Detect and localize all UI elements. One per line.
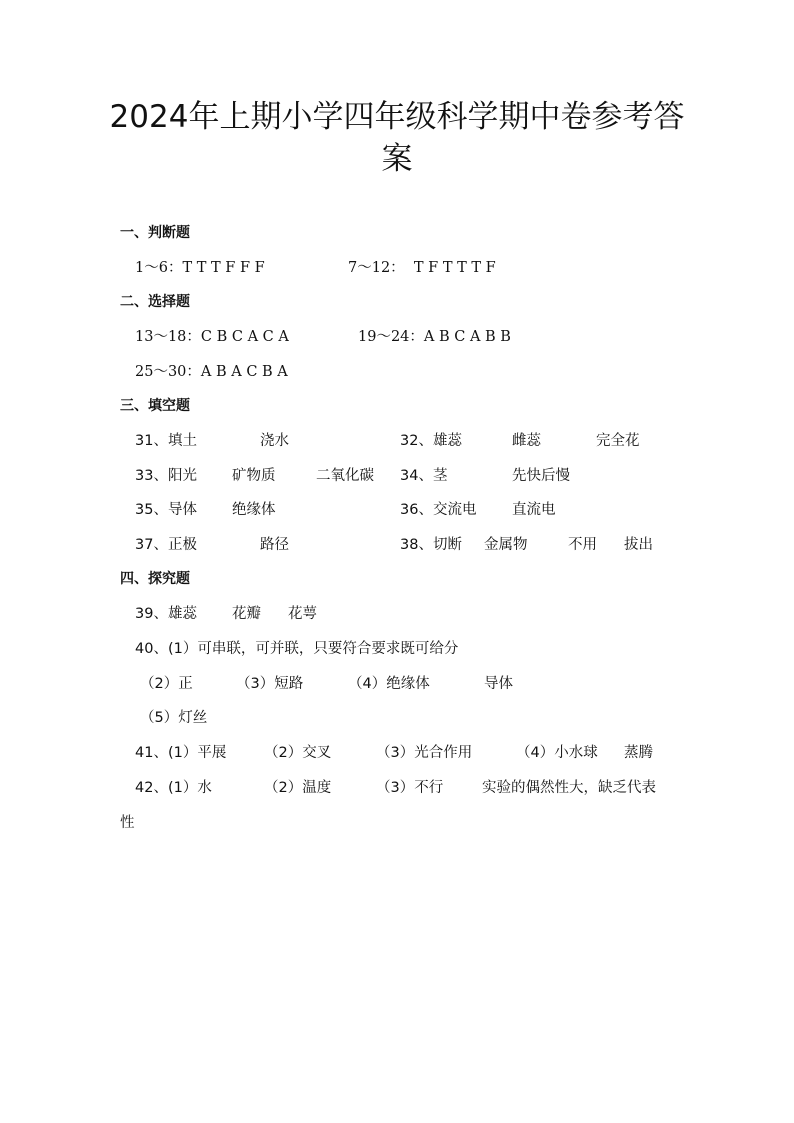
answer-32-c: 完全花 bbox=[596, 433, 640, 449]
answer-42-1: 42、(1）水 bbox=[135, 780, 212, 796]
answer-38-b: 金属物 bbox=[484, 537, 528, 553]
answer-42-3c: 性 bbox=[120, 815, 135, 831]
answer-42-3: （3）不行 bbox=[376, 780, 444, 796]
answer-37-a: 37、正极 bbox=[135, 537, 197, 553]
answer-35-b: 绝缘体 bbox=[232, 502, 276, 518]
answer-33-a: 33、阳光 bbox=[135, 468, 197, 484]
answer-31-b: 浇水 bbox=[260, 433, 289, 449]
answer-7-12: 7～12： T F T T T F bbox=[348, 260, 496, 276]
answer-40-2: （2）正 bbox=[140, 676, 193, 692]
answer-41-1: 41、(1）平展 bbox=[135, 745, 227, 761]
answer-40-3: （3）短路 bbox=[236, 676, 304, 692]
answer-37-b: 路径 bbox=[260, 537, 289, 553]
section-heading-judge: 一、判断题 bbox=[120, 225, 190, 241]
answer-38-d: 拔出 bbox=[624, 537, 653, 553]
answer-41-2: （2）交叉 bbox=[264, 745, 332, 761]
answer-25-30: 25～30：A B A C B A bbox=[135, 364, 288, 380]
answer-40-1: 40、(1）可串联，可并联，只要符合要求既可给分 bbox=[135, 641, 459, 657]
answer-40-4: （4）绝缘体 bbox=[348, 676, 430, 692]
answer-36-a: 36、交流电 bbox=[400, 502, 477, 518]
section-heading-fill: 三、填空题 bbox=[120, 398, 190, 414]
page-title bbox=[0, 96, 794, 180]
answer-1-6: 1～6：T T T F F F bbox=[135, 260, 265, 276]
answer-38-a: 38、切断 bbox=[400, 537, 462, 553]
answer-32-b: 雌蕊 bbox=[512, 433, 541, 449]
answer-42-2: （2）温度 bbox=[264, 780, 332, 796]
answer-39-a: 39、雄蕊 bbox=[135, 606, 197, 622]
answer-39-b: 花瓣 bbox=[232, 606, 261, 622]
title-line-2: 案 bbox=[381, 141, 413, 177]
answer-41-4: （4）小水球 bbox=[516, 745, 598, 761]
answer-42-3b: 实验的偶然性大，缺乏代表 bbox=[482, 780, 656, 796]
answer-35-a: 35、导体 bbox=[135, 502, 197, 518]
answer-33-c: 二氧化碳 bbox=[316, 468, 374, 484]
answer-36-b: 直流电 bbox=[512, 502, 556, 518]
section-heading-explore: 四、探究题 bbox=[120, 571, 190, 587]
answer-31-a: 31、填土 bbox=[135, 433, 197, 449]
answer-34-b: 先快后慢 bbox=[512, 468, 570, 484]
answer-41-3: （3）光合作用 bbox=[376, 745, 473, 761]
title-line-1: 2024年上期小学四年级科学期中卷参考答 bbox=[109, 99, 685, 135]
answer-40-4b: 导体 bbox=[484, 676, 513, 692]
answer-38-c: 不用 bbox=[568, 537, 597, 553]
answer-19-24: 19～24：A B C A B B bbox=[358, 329, 511, 345]
answer-41-4b: 蒸腾 bbox=[624, 745, 653, 761]
answer-13-18: 13～18：C B C A C A bbox=[135, 329, 289, 345]
answer-34-a: 34、茎 bbox=[400, 468, 448, 484]
answer-32-a: 32、雄蕊 bbox=[400, 433, 462, 449]
answer-40-5: （5）灯丝 bbox=[140, 710, 208, 726]
answer-39-c: 花萼 bbox=[288, 606, 317, 622]
section-heading-choice: 二、选择题 bbox=[120, 294, 190, 310]
answer-33-b: 矿物质 bbox=[232, 468, 276, 484]
